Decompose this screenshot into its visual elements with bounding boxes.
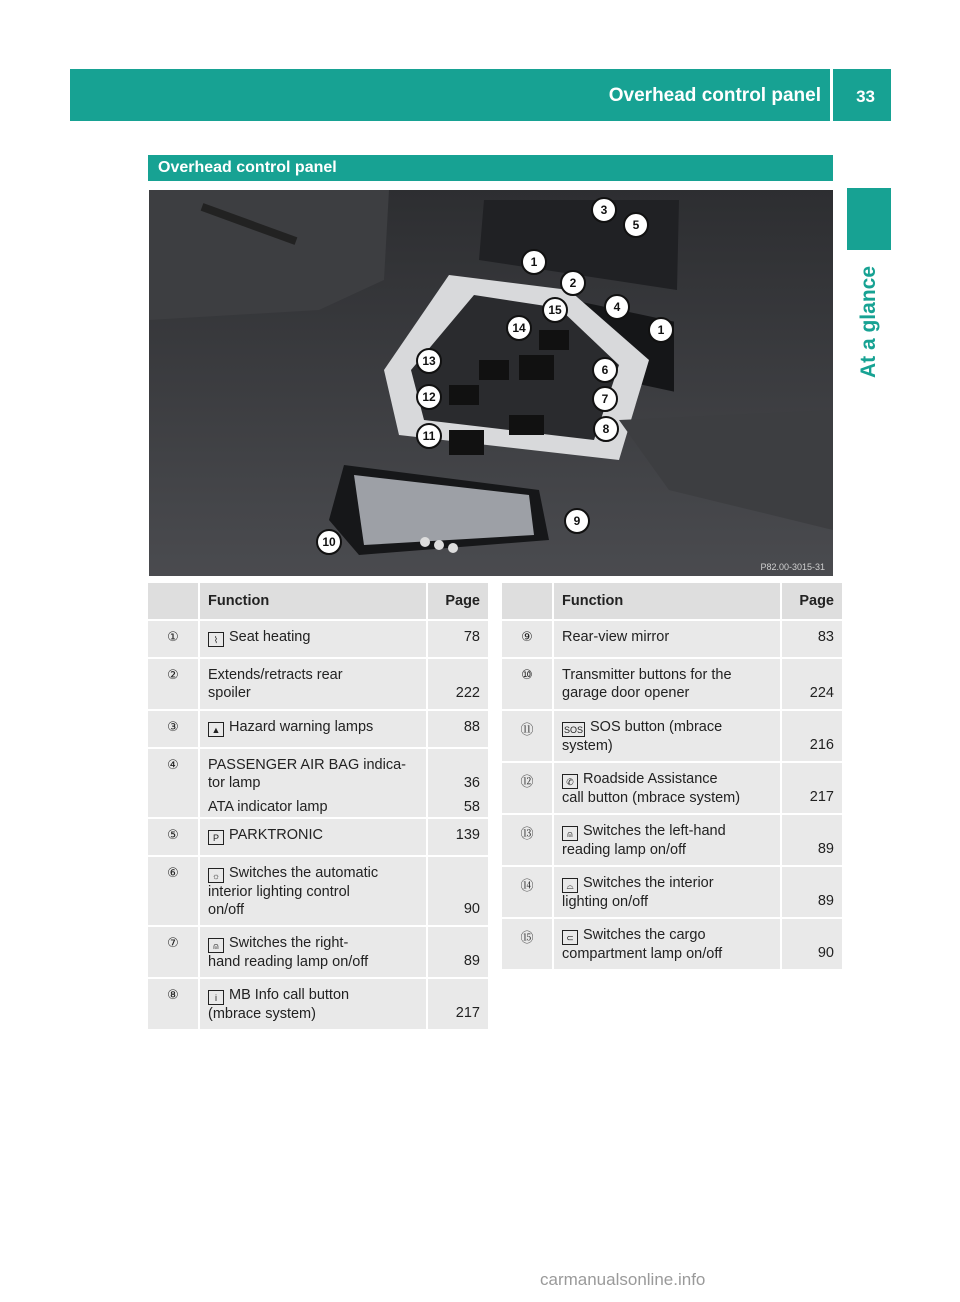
row-number-cell (502, 763, 554, 815)
button-8-shape (509, 415, 544, 435)
function-text: Extends/retracts rear (208, 667, 343, 683)
row-number: ⑬ (520, 826, 534, 841)
header-function: Function (554, 583, 782, 621)
function-cell (554, 867, 782, 919)
function-text-line (562, 737, 772, 755)
row-number: ⑪ (520, 722, 534, 737)
function-text-line (208, 666, 418, 684)
callout-9-label: 9 (573, 514, 581, 528)
function-text: PARKTRONIC (229, 827, 323, 843)
function-text-line (562, 945, 772, 963)
row-number-cell (148, 749, 200, 819)
page-number: 33 (856, 87, 875, 106)
page-cell (428, 749, 488, 819)
table-header-row (502, 583, 842, 621)
table-row (502, 919, 842, 971)
figure-code: P82.00-3015-31 (760, 562, 825, 572)
row-number-cell (502, 919, 554, 971)
reading-lamp-icon: ⍝ (562, 826, 578, 841)
callout-15-label: 15 (548, 303, 562, 317)
page-cell (428, 979, 488, 1031)
button-11-shape (449, 430, 484, 455)
function-text-line (562, 789, 772, 807)
function-cell (554, 711, 782, 763)
function-text: garage door opener (562, 685, 690, 701)
seat-heating-icon: ⌇ (208, 632, 224, 647)
callout-3-label: 3 (600, 203, 608, 217)
page-cell (782, 867, 842, 919)
function-text: Switches the right- (229, 935, 349, 951)
function-text: MB Info call button (229, 987, 350, 1003)
row-number: ⑧ (167, 987, 179, 1002)
function-text-line (562, 684, 772, 702)
row-number-cell (148, 979, 200, 1031)
table-row (502, 867, 842, 919)
row-number: ② (167, 667, 179, 682)
function-text-line (208, 864, 418, 883)
page-ref: 78 (463, 629, 480, 645)
page-ref: 90 (463, 901, 480, 917)
row-number: ⑫ (520, 774, 534, 789)
function-text-line (562, 926, 772, 945)
overhead-panel-photo (149, 190, 833, 576)
page-cell (428, 659, 488, 711)
callout-11-label: 11 (422, 429, 436, 443)
section-title-bar (148, 155, 833, 181)
row-number-cell (502, 815, 554, 867)
button-13-shape (479, 360, 509, 380)
page-cell (782, 763, 842, 815)
function-text-line (562, 718, 772, 737)
page-cell (428, 819, 488, 857)
table-row (148, 749, 488, 819)
function-text-line (562, 770, 772, 789)
auto-light-icon: ☼ (208, 868, 224, 883)
callout-4-label: 4 (613, 300, 621, 314)
button-6-shape (519, 355, 554, 380)
page-cell (782, 711, 842, 763)
function-text: reading lamp on/off (562, 842, 686, 858)
page-cell (428, 857, 488, 927)
row-number-cell (148, 819, 200, 857)
function-table-left (148, 583, 488, 1031)
page-ref: 89 (817, 841, 834, 857)
function-text-line (208, 628, 418, 647)
interior-light-icon: ⌓ (562, 878, 578, 893)
function-text: on/off (208, 902, 245, 918)
page-ref: 58 (463, 799, 480, 815)
function-text-line (208, 883, 418, 901)
page-cell (782, 659, 842, 711)
function-cell (554, 919, 782, 971)
page-ref: 89 (463, 953, 480, 969)
function-text: system) (562, 738, 613, 754)
function-text: Hazard warning lamps (229, 719, 374, 735)
row-number-cell (148, 659, 200, 711)
function-cell (200, 979, 428, 1031)
function-text-line (208, 953, 418, 971)
page-header-bar (70, 69, 891, 121)
function-cell (554, 815, 782, 867)
function-text-line (208, 774, 418, 792)
function-text: interior lighting control (208, 884, 350, 900)
page-ref: 217 (809, 789, 834, 805)
function-cell (200, 659, 428, 711)
function-cell (200, 819, 428, 857)
callout-5-label: 5 (632, 218, 640, 232)
function-text-line (208, 901, 418, 919)
table-header-row (148, 583, 488, 621)
page-ref: 217 (455, 1005, 480, 1021)
callout-12-label: 12 (422, 390, 436, 404)
info-call-icon: i (208, 990, 224, 1005)
page-cell (428, 711, 488, 749)
page-ref: 88 (463, 719, 480, 735)
callout-1b-label: 1 (657, 323, 665, 337)
table-row (148, 819, 488, 857)
function-text: SOS button (mbrace (590, 719, 723, 735)
function-cell (200, 621, 428, 659)
function-text-line (208, 826, 418, 845)
parktronic-icon: P (208, 830, 224, 845)
row-number-cell (502, 621, 554, 659)
function-cell (200, 711, 428, 749)
function-text: hand reading lamp on/off (208, 954, 369, 970)
hazard-icon: ▲ (208, 722, 224, 737)
row-number: ⑤ (167, 827, 179, 842)
row-number: ⑨ (521, 629, 533, 644)
page-header-title: Overhead control panel (608, 85, 821, 106)
function-text: (mbrace system) (208, 1006, 316, 1022)
table-row (148, 621, 488, 659)
page-ref: 222 (455, 685, 480, 701)
function-table-right (502, 583, 842, 971)
table-row (148, 711, 488, 749)
page-cell (782, 815, 842, 867)
page-ref: 224 (809, 685, 834, 701)
function-text-line (208, 718, 418, 737)
page-ref: 216 (809, 737, 834, 753)
function-text-line (208, 684, 418, 702)
function-text: Switches the interior (583, 875, 714, 891)
button-15-shape (539, 330, 569, 350)
cargo-lamp-icon: ⊂ (562, 930, 578, 945)
function-text-line (562, 822, 772, 841)
page-cell (428, 621, 488, 659)
function-text-line (562, 666, 772, 684)
function-text: call button (mbrace system) (562, 790, 741, 806)
function-text-line (208, 756, 418, 774)
row-number-cell (148, 857, 200, 927)
row-number-cell (502, 711, 554, 763)
table-row (148, 927, 488, 979)
function-text: Transmitter buttons for the (562, 667, 732, 683)
callout-2-label: 2 (569, 276, 577, 290)
row-number: ⑭ (520, 878, 534, 893)
row-number: ① (167, 629, 179, 644)
page-cell (782, 919, 842, 971)
function-text-line (208, 1005, 418, 1023)
callout-10-label: 10 (322, 535, 336, 549)
table-row (148, 659, 488, 711)
callout-1a-label: 1 (530, 255, 538, 269)
callout-6-label: 6 (601, 363, 609, 377)
page-cell (428, 927, 488, 979)
row-number: ③ (167, 719, 179, 734)
function-text: tor lamp (208, 775, 261, 791)
header-page: Page (428, 583, 488, 621)
garage-button-2 (434, 540, 444, 550)
garage-button-3 (448, 543, 458, 553)
page-cell (782, 621, 842, 659)
button-12-shape (449, 385, 479, 405)
row-number: ⑩ (521, 667, 533, 682)
roadside-icon: ✆ (562, 774, 578, 789)
function-text: ATA indicator lamp (208, 799, 328, 815)
callout-14-label: 14 (512, 321, 526, 335)
function-text-line (562, 841, 772, 859)
header-function: Function (200, 583, 428, 621)
function-cell (200, 857, 428, 927)
function-text-line (562, 893, 772, 911)
sos-icon: SOS (562, 722, 585, 737)
page-ref: 89 (817, 893, 834, 909)
row-number: ⑮ (520, 930, 534, 945)
overhead-panel-illustration (149, 190, 833, 576)
function-cell (554, 763, 782, 815)
callout-13-label: 13 (422, 354, 436, 368)
chapter-tab-text: At a glance (857, 265, 880, 379)
row-number: ⑦ (167, 935, 179, 950)
row-number-cell (502, 867, 554, 919)
row-number: ⑥ (167, 865, 179, 880)
function-cell (554, 659, 782, 711)
function-text: compartment lamp on/off (562, 946, 723, 962)
function-text-line (562, 628, 772, 646)
table-row (502, 815, 842, 867)
function-text-line (208, 986, 418, 1005)
row-number-cell (502, 659, 554, 711)
function-text: Switches the automatic (229, 865, 379, 881)
header-num-cell (502, 583, 554, 621)
function-cell (200, 749, 428, 819)
callout-8-label: 8 (602, 422, 610, 436)
header-divider (830, 69, 833, 121)
function-text: spoiler (208, 685, 251, 701)
section-title: Overhead control panel (158, 159, 337, 176)
function-text-line (208, 798, 418, 816)
header-page: Page (782, 583, 842, 621)
row-number: ④ (167, 757, 179, 772)
function-cell (554, 621, 782, 659)
table-row (502, 621, 842, 659)
page-ref: 83 (817, 629, 834, 645)
page-ref: 36 (463, 775, 480, 791)
chapter-tab-marker (847, 188, 891, 250)
function-text: Seat heating (229, 629, 311, 645)
function-text-line (208, 934, 418, 953)
row-number-cell (148, 927, 200, 979)
page-ref: 90 (817, 945, 834, 961)
table-row (502, 711, 842, 763)
function-text-line (562, 874, 772, 893)
header-num-cell (148, 583, 200, 621)
table-row (502, 659, 842, 711)
chapter-tab-label (847, 250, 891, 395)
reading-lamp-icon: ⍝ (208, 938, 224, 953)
function-cell (200, 927, 428, 979)
callout-7-label: 7 (601, 392, 609, 406)
function-text: Switches the cargo (583, 927, 706, 943)
function-text: Roadside Assistance (583, 771, 718, 787)
function-text: lighting on/off (562, 894, 648, 910)
function-text: Rear-view mirror (562, 629, 670, 645)
function-text: Switches the left-hand (583, 823, 726, 839)
function-text: PASSENGER AIR BAG indica- (208, 757, 406, 773)
table-row (148, 979, 488, 1031)
row-number-cell (148, 621, 200, 659)
garage-button-1 (420, 537, 430, 547)
table-row (502, 763, 842, 815)
row-number-cell (148, 711, 200, 749)
footer-watermark: carmanualsonline.info (540, 1270, 706, 1289)
table-row (148, 857, 488, 927)
page-ref: 139 (455, 827, 480, 843)
